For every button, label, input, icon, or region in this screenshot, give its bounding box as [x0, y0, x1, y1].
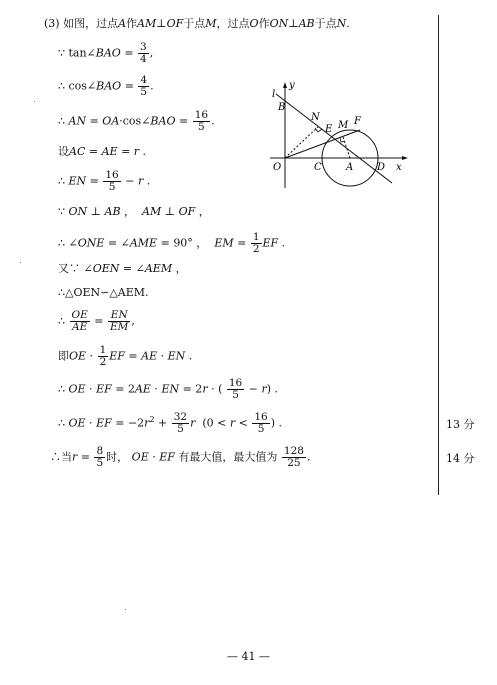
an-line: ∴ AN = OA·cos∠BAO = $\frac{16}{5}$ .	[58, 109, 215, 133]
problem-intro: (3) 如图，过点A作AM⊥OF于点M，过点O作ON⊥AB于点N.	[44, 17, 350, 30]
ji-line: 即OE · $\frac{1}{2}$ EF = AE · EN .	[58, 344, 193, 368]
scan-speck	[125, 609, 126, 610]
tan-line: ∵ tan∠BAO = $\frac{3}{4}$ ,	[58, 41, 154, 65]
half-fraction: $\frac{1}{2}$	[252, 231, 260, 255]
tan-fraction: $\frac{3}{4}$	[140, 41, 147, 65]
cos-line: ∴ cos∠BAO = $\frac{4}{5}$ .	[58, 74, 154, 98]
margin-rule	[438, 15, 439, 495]
page-number: — 41 —	[227, 650, 270, 663]
scan-speck	[20, 262, 21, 263]
label-y: y	[289, 80, 295, 91]
perp-line: ∵ ON ⊥ AB ， AM ⊥ OF ，	[58, 205, 210, 218]
en-line: ∴ EN = $\frac{16}{5}$ − r .	[58, 169, 151, 193]
quadratic-line: ∴ OE · EF = $-2r^2$ + $\frac{32}{5}$ r (0 < r < $\frac{16}{5}$ ) .	[58, 411, 283, 435]
geometry-figure	[262, 80, 412, 190]
score-14: 14 分	[446, 452, 475, 465]
label-E: E	[325, 124, 333, 135]
label-M: M	[338, 120, 349, 131]
label-l: l	[272, 89, 276, 100]
product-line: ∴ OE · EF = 2AE · EN = 2r · ( $\frac{16}{5}$ − r) .	[58, 377, 279, 401]
also-line: 又∵ ∠OEN = ∠AEM ，	[58, 262, 187, 275]
an-fraction: $\frac{16}{5}$	[194, 109, 209, 133]
label-B: B	[278, 102, 286, 113]
label-F: F	[354, 116, 361, 127]
similar-line: ∴△OEN∽△AEM.	[58, 286, 149, 299]
label-D: D	[377, 162, 386, 173]
score-13: 13 分	[446, 418, 475, 431]
en-fraction: $\frac{16}{5}$	[105, 169, 119, 193]
label-A: A	[346, 162, 354, 173]
label-O: O	[273, 162, 282, 173]
scan-speck	[34, 101, 35, 102]
set-line: 设AC = AE = r .	[58, 145, 147, 158]
label-x: x	[396, 162, 402, 173]
angle-line: ∴ ∠ONE = ∠AME = 90° ， EM = $\frac{1}{2}$ EF .	[58, 231, 286, 255]
label-C: C	[314, 162, 322, 173]
ratio-line: ∴ $\frac{OE}{AE}$ = $\frac{EN}{EM}$ ,	[58, 309, 135, 333]
label-N: N	[311, 112, 320, 123]
conclusion-line: ∴当r = $\frac{8}{5}$ 时， OE · EF 有最大值，最大值为 $\frac{128}{25}$ .	[50, 445, 311, 469]
cos-fraction: $\frac{4}{5}$	[140, 74, 148, 98]
